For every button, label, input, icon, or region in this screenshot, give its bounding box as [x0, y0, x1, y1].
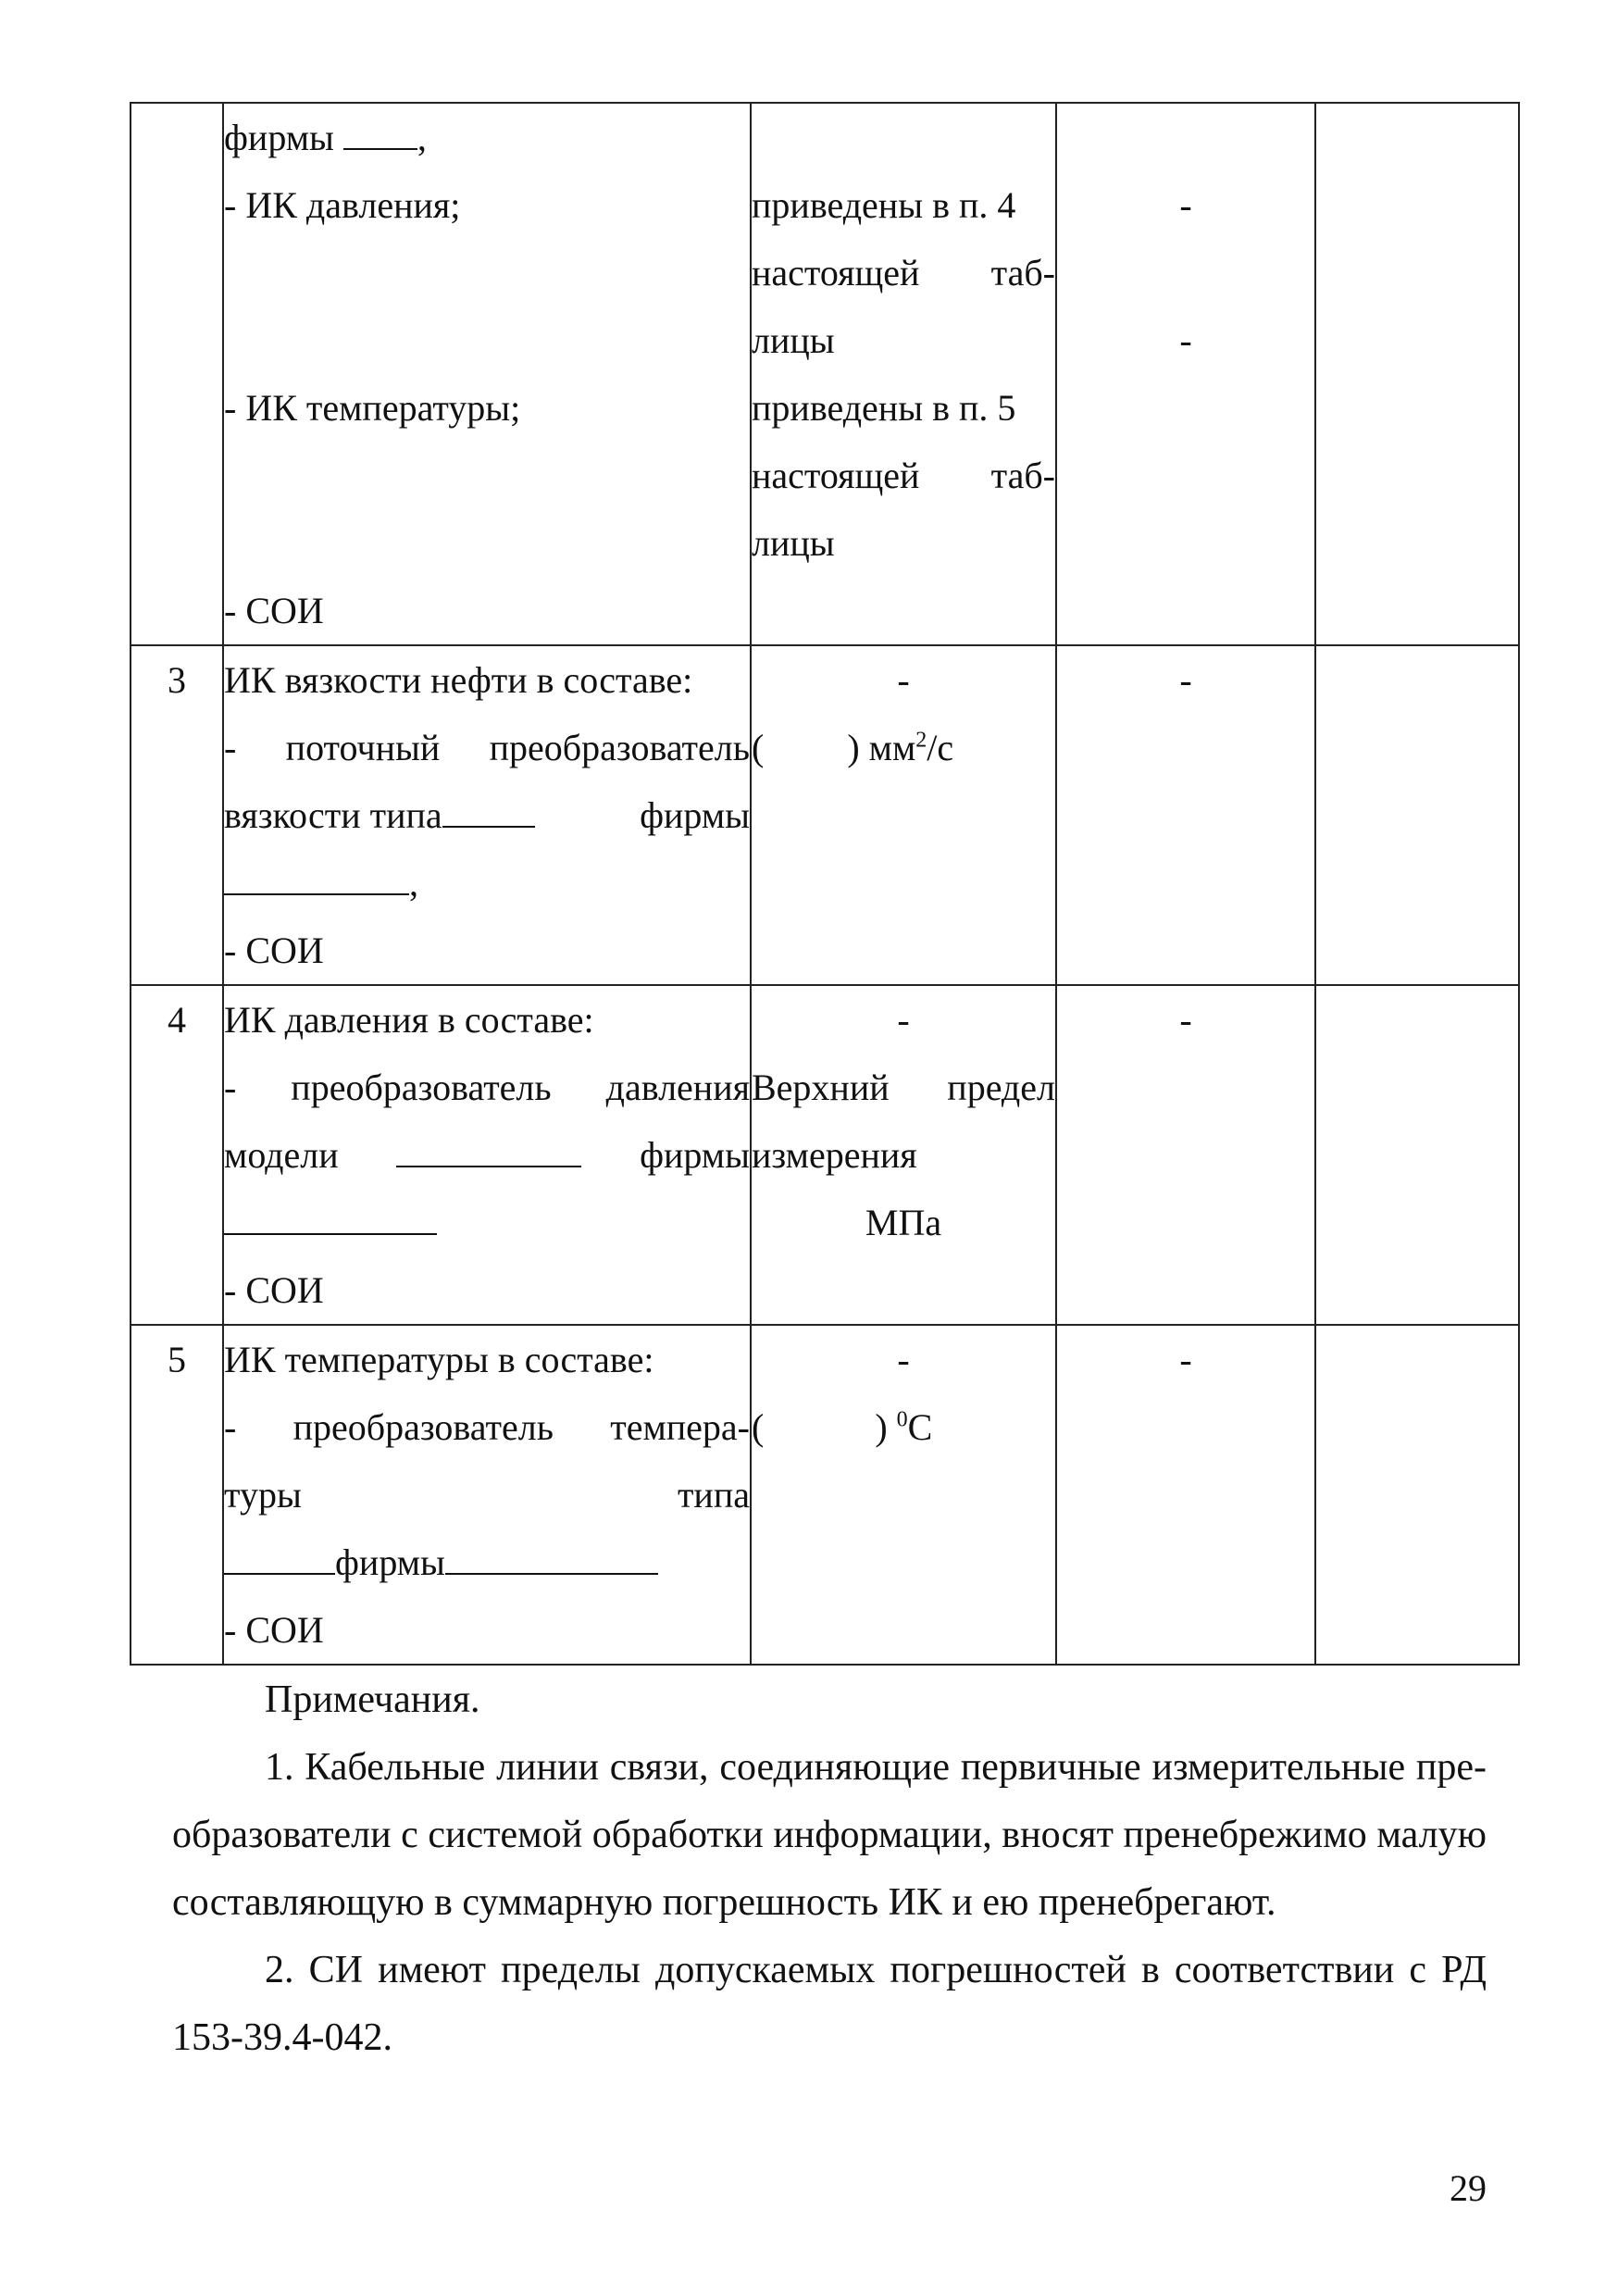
desc-line: - преобразователь темпера- — [224, 1406, 750, 1448]
desc-line: - ИК давления; — [224, 184, 461, 226]
description-cell — [223, 985, 751, 1325]
dash: - — [897, 1339, 910, 1380]
char-line: настоящей таб- — [752, 455, 1055, 496]
empty-cell — [1315, 103, 1519, 645]
blank-field — [224, 1540, 335, 1575]
char-line: приведены в п. 4 — [752, 184, 1016, 226]
empty-cell — [1315, 1325, 1519, 1665]
unit-degree: 0 — [896, 1407, 908, 1432]
note-item: 1. Кабельные линии связи, соединяющие первичные измерительные пре- образователи с системой обработки информации, вносят пренебрежимо малую составляющую в суммарную погрешность ИК и ею пренебрегают. — [172, 1746, 1487, 1924]
desc-line: - СОИ — [224, 930, 324, 971]
desc-line: фирмы — [640, 794, 750, 836]
description-cell — [223, 1325, 751, 1665]
char-line: МПа — [865, 1202, 942, 1243]
dash: - — [897, 659, 910, 701]
notes-title: Примечания. — [265, 1678, 480, 1721]
error-cell — [1056, 645, 1315, 985]
dash: - — [1179, 1339, 1192, 1380]
desc-line: - СОИ — [224, 1269, 324, 1311]
row-number-cell — [131, 103, 223, 645]
dash: - — [1179, 184, 1192, 226]
char-line: Верхний предел — [752, 1067, 1055, 1108]
desc-comma: , — [409, 862, 418, 904]
spec-table — [130, 102, 1520, 1666]
desc-line: ИК давления в составе: — [224, 999, 594, 1041]
desc-line: - поточный преобразователь — [224, 727, 750, 768]
char-line: лицы — [752, 319, 835, 361]
desc-line: - ИК температуры; — [224, 387, 521, 429]
desc-line: фирмы — [224, 117, 334, 158]
characteristic-cell — [751, 103, 1056, 645]
desc-line: ИК вязкости нефти в составе: — [224, 659, 693, 701]
desc-line: - преобразователь давления — [224, 1067, 750, 1108]
desc-line: - СОИ — [224, 590, 324, 631]
blank-field — [224, 860, 409, 895]
desc-line: ИК температуры в составе: — [224, 1339, 654, 1380]
table-row — [131, 645, 1519, 985]
range-unit: ) мм — [847, 727, 916, 768]
row-number-cell: 4 — [131, 985, 223, 1325]
char-line: настоящей таб- — [752, 252, 1055, 293]
table-row — [131, 1325, 1519, 1665]
blank-field — [442, 792, 535, 828]
dash: - — [1179, 659, 1192, 701]
characteristic-cell — [751, 1325, 1056, 1665]
error-cell — [1056, 985, 1315, 1325]
desc-line: вязкости типа — [224, 794, 442, 836]
range-open: ( — [752, 727, 765, 768]
desc-comma: , — [417, 117, 427, 158]
desc-line: - СОИ — [224, 1609, 324, 1651]
range-close: ) — [875, 1406, 888, 1448]
table-row — [131, 103, 1519, 645]
char-line: измерения — [752, 1134, 917, 1176]
blank-field — [224, 1200, 437, 1235]
error-cell — [1056, 103, 1315, 645]
blank-field — [396, 1132, 581, 1167]
dash: - — [1179, 999, 1192, 1041]
desc-line: фирмы — [335, 1541, 445, 1583]
blank-field — [445, 1540, 658, 1575]
row-number-cell: 5 — [131, 1325, 223, 1665]
empty-cell — [1315, 645, 1519, 985]
dash: - — [1179, 319, 1192, 361]
table-row — [131, 985, 1519, 1325]
dash: - — [897, 999, 910, 1041]
blank-field — [343, 115, 417, 150]
char-line: приведены в п. 5 — [752, 387, 1016, 429]
description-cell — [223, 103, 751, 645]
description-cell — [223, 645, 751, 985]
empty-cell — [1315, 985, 1519, 1325]
desc-line: типа — [677, 1474, 750, 1516]
char-line: лицы — [752, 522, 835, 564]
characteristic-cell — [751, 645, 1056, 985]
unit-exponent: 2 — [915, 728, 927, 753]
error-cell — [1056, 1325, 1315, 1665]
unit-suffix: С — [907, 1406, 933, 1448]
characteristic-cell — [751, 985, 1056, 1325]
notes-section — [172, 1666, 1487, 2072]
note-item: 2. СИ имеют пределы допускаемых погрешностей в соответствии с РД 153-39.4-042. — [172, 1949, 1487, 2059]
desc-line: фирмы — [640, 1134, 750, 1176]
range-open: ( — [752, 1406, 765, 1448]
row-number-cell: 3 — [131, 645, 223, 985]
desc-line: модели — [224, 1134, 339, 1176]
unit-suffix: /с — [927, 727, 954, 768]
page-number: 29 — [1450, 2167, 1487, 2209]
desc-line: туры — [224, 1474, 302, 1516]
